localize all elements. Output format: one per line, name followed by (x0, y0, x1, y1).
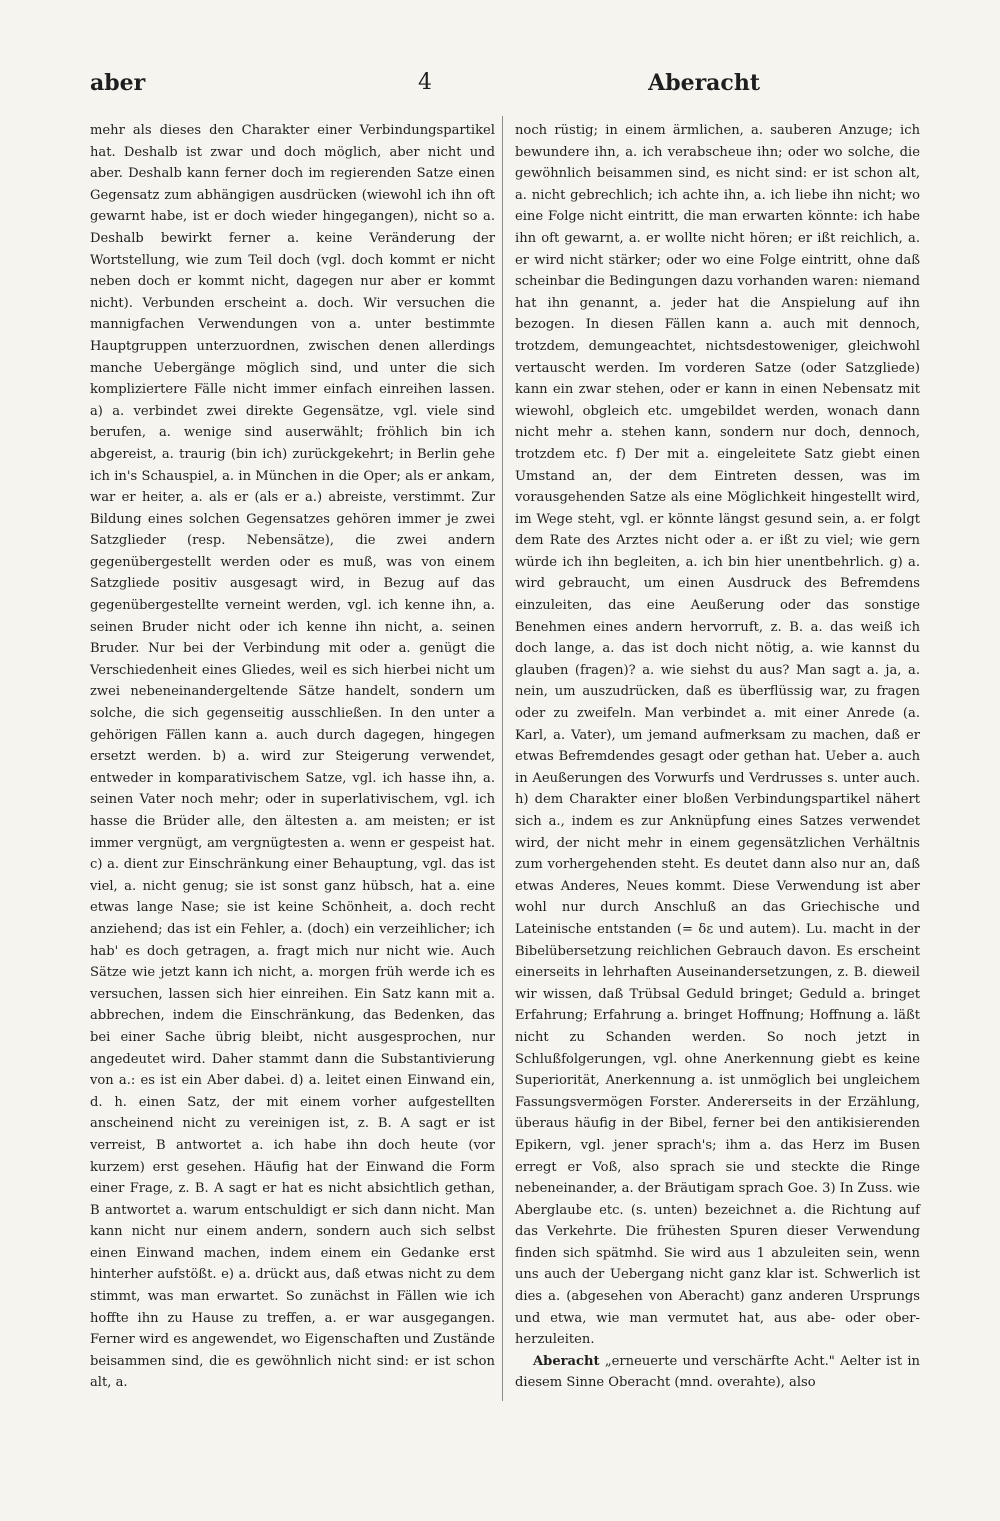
entry-headword: Aberacht (533, 1353, 600, 1369)
left-column-text: mehr als dieses den Charakter einer Verbindungspartikel hat. Deshalb ist zwar und doch möglich, aber nicht und aber. Deshalb kann ferner doch im regierenden Satze einen Gegensatz zum abhängigen ausdrücken (wiewohl ich ihn oft gewarnt habe, ist er doch wieder hingegangen), nicht so a. Deshalb bewirkt ferner a. keine Veränderung der Wortstellung, wie zum Teil doch (vgl. doch kommt er nicht neben doch er kommt nicht, dagegen nur aber er kommt nicht). Verbunden erscheint a. doch. Wir versuchen die mannigfachen Verwendungen von a. unter bestimmte Hauptgruppen unterzuordnen, zwischen denen allerdings manche Uebergänge möglich sind, und unter die sich kompliziertere Fälle nicht immer einfach einreihen lassen. a) a. verbindet zwei direkte Gegensätze, vgl. viele sind berufen, a. wenige sind auserwählt; fröhlich bin ich abgereist, a. traurig (bin ich) zurückgekehrt; in Berlin gehe ich in's Schauspiel, a. in München in die Oper; als er ankam, war er heiter, a. als er (als er a.) abreiste, verstimmt. Zur Bildung eines solchen Gegensatzes gehören immer je zwei Satzglieder (resp. Nebensätze), die zwei andern gegenübergestellt werden oder es muß, was von einem Satzgliede positiv ausgesagt wird, in Bezug auf das gegenübergestellte verneint werden, vgl. ich kenne ihn, a. seinen Bruder nicht oder ich kenne ihn nicht, a. seinen Bruder. Nur bei der Verbindung mit oder a. genügt die Verschiedenheit eines Gliedes, weil es sich hierbei nicht um zwei nebeneinandergeltende Sätze handelt, sondern um solche, die sich gegenseitig ausschließen. In den unter a gehörigen Fällen kann a. auch durch dagegen, hingegen ersetzt werden. b) a. wird zur Steigerung verwendet, entweder in komparativischem Satze, vgl. ich hasse ihn, a. seinen Vater noch mehr; oder in superlativischem, vgl. ich hasse die Brüder alle, den ältesten a. am meisten; er ist immer vergnügt, am vergnügtesten a. wenn er gespeist hat. c) a. dient zur Einschränkung einer Behauptung, vgl. das ist viel, a. nicht genug; sie ist sonst ganz hübsch, hat a. eine etwas lange Nase; sie ist keine Schönheit, a. doch recht anziehend; das ist ein Fehler, a. (doch) ein verzeihlicher; ich hab' es doch getragen, a. fragt mich nur nicht wie. Auch Sätze wie jetzt kann ich nicht, a. morgen früh werde ich es versuchen, lassen sich hier einreihen. Ein Satz kann mit a. abbrechen, indem die Einschränkung, das Bedenken, das bei einer Sache übrig bleibt, nicht ausgesprochen, nur angedeutet wird. Daher stammt dann die Substantivierung von a.: es ist ein Aber dabei. d) a. leitet einen Einwand ein, d. h. einen Satz, der mit einem vorher aufgestellten anscheinend nicht zu vereinigen ist, z. B. A sagt er ist verreist, B antwortet a. ich habe ihn doch heute (vor kurzem) erst gesehen. Häufig hat der Einwand die Form einer Frage, z. B. A sagt er hat es nicht absichtlich gethan, B antwortet a. warum entschuldigt er sich dann nicht. Man kann nicht nur einem andern, sondern auch sich selbst einen Einwand machen, indem einem ein Gedanke erst hinterher aufstößt. e) a. drückt aus, daß etwas nicht zu dem stimmt, was man erwartet. So zunächst in Fällen wie ich hoffte ihn zu Hause zu treffen, a. er war ausgegangen. Ferner wird es angewendet, wo Eigenschaften und Zustände beisammen sind, die es gewöhnlich nicht sind: er ist schon alt, a. (90, 123, 495, 1391)
header-left-catchword: aber (90, 70, 146, 96)
right-column-text: noch rüstig; in einem ärmlichen, a. sauberen Anzuge; ich bewundere ihn, a. ich verabscheue ihn; oder wo solche, die gewöhnlich beisammen sind, es nicht sind: er ist schon alt, a. nicht gebrechlich; ich achte ihn, a. ich liebe ihn nicht; wo eine Folge nicht eintritt, die man erwarten könnte: ich habe ihn oft gewarnt, a. er wollte nicht hören; er ißt reichlich, a. er wird nicht stärker; oder wo eine Folge eintritt, ohne daß scheinbar die Bedingungen dazu vorhanden waren: niemand hat ihn genannt, a. jeder hat die Anspielung auf ihn bezogen. In diesen Fällen kann a. auch mit dennoch, trotzdem, demungeachtet, nichtsdestoweniger, gleichwohl vertauscht werden. Im vorderen Satze (oder Satzgliede) kann ein zwar stehen, oder er kann in einen Nebensatz mit wiewohl, obgleich etc. umgebildet werden, wonach dann nicht mehr a. stehen kann, sondern nur doch, dennoch, trotzdem etc. f) Der mit a. eingeleitete Satz giebt einen Umstand an, der dem Eintreten dessen, was im vorausgehenden Satze als eine Möglichkeit hingestellt wird, im Wege steht, vgl. er könnte längst gesund sein, a. er folgt dem Rate des Arztes nicht oder a. er ißt zu viel; wie gern würde ich ihn begleiten, a. ich bin hier unentbehrlich. g) a. wird gebraucht, um einen Ausdruck des Befremdens einzuleiten, das eine Aeußerung oder das sonstige Benehmen eines andern hervorruft, z. B. a. das weiß ich doch lange, a. das ist doch nicht nötig, a. wie kannst du glauben (fragen)? a. wie siehst du aus? Man sagt a. ja, a. nein, um auszudrücken, daß es überflüssig war, zu fragen oder zu zweifeln. Man verbindet a. mit einer Anrede (a. Karl, a. Vater), um jemand aufmerksam zu machen, daß er etwas Befremdendes gesagt oder gethan hat. Ueber a. auch in Aeußerungen des Vorwurfs und Verdrusses s. unter auch. h) dem Charakter einer bloßen Verbindungspartikel nähert sich a., indem es zur Anknüpfung eines Satzes verwendet wird, der nicht mehr in einem gegensätzlichen Verhältnis zum vorhergehenden steht. Es deutet dann also nur an, daß etwas Anderes, Neues kommt. Diese Verwendung ist aber wohl nur durch Anschluß an das Griechische und Lateinische entstanden (= δε und autem). Lu. macht in der Bibelübersetzung reichlichen Gebrauch davon. Es erscheint einerseits in lehrhaften Auseinandersetzungen, z. B. dieweil wir wissen, daß Trübsal Geduld bringet; Geduld a. bringet Erfahrung; Erfahrung a. bringet Hoffnung; Hoffnung a. läßt nicht zu Schanden werden. So noch jetzt in Schlußfolgerungen, vgl. ohne Anerkennung giebt es keine Superiorität, Anerkennung a. ist unmöglich bei ungleichem Fassungsvermögen Forster. Andererseits in der Erzählung, überaus häufig in der Bibel, ferner bei den antikisierenden Epikern, vgl. jener sprach's; ihm a. das Herz im Busen erregt er Voß, also sprach sie und steckte die Ringe nebeneinander, a. der Bräutigam sprach Goe. 3) In Zuss. wie Aberglaube etc. (s. unten) bezeichnet a. die Richtung auf das Verkehrte. Die frühesten Spuren dieser Verwendung finden sich spätmhd. Sie wird aus 1 abzuleiten sein, wenn uns auch der Uebergang nicht ganz klar ist. Schwerlich ist dies a. (abgesehen von Aberacht) ganz anderen Ursprungs und etwa, wie man vermutet hat, aus abe- oder ober- herzuleiten. (515, 123, 920, 1348)
left-column (90, 120, 495, 1400)
right-column (515, 120, 920, 1400)
entry-aberacht (515, 1351, 920, 1394)
header-right-catchword: Aberacht (648, 70, 760, 96)
entry-definition: „erneuerte und verschärfte Acht." Aelter ist in diesem Sinne Oberacht (mnd. overahte), also (515, 1353, 920, 1391)
page-header (90, 70, 760, 100)
page-number: 4 (418, 70, 432, 95)
column-divider (502, 116, 503, 1401)
